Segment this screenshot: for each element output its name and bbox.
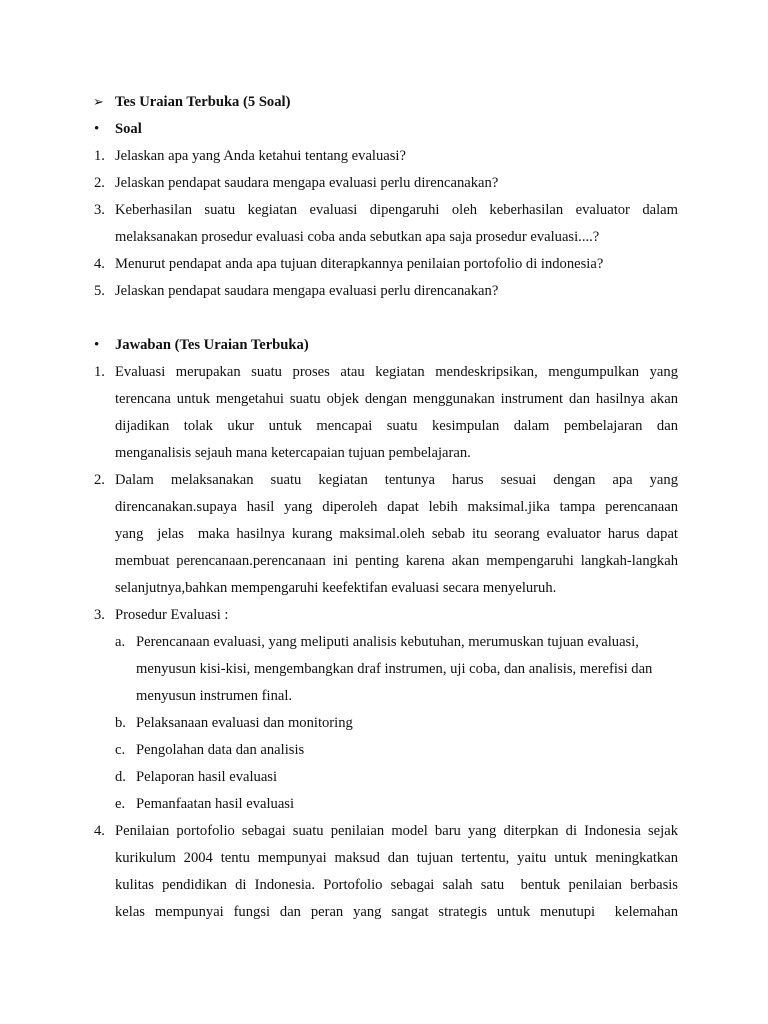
jawaban-item-text: menganalisis sejauh mana ketercapaian tujuan pembelajaran. — [115, 445, 471, 461]
sub-item-letter: e. — [115, 796, 126, 812]
soal-number: 3. — [94, 202, 105, 218]
jawaban-item-text: terencana untuk mengetahui suatu objek dengan menggunakan instrument dan hasilnya akan — [115, 391, 678, 407]
jawaban-number: 4. — [94, 823, 105, 839]
jawaban-item-text: yang jelas maka hasilnya kurang maksimal.oleh sebab itu seorang evaluator harus dapat — [115, 526, 678, 542]
jawaban-item-text: Dalam melaksanakan suatu kegiatan tentunya harus sesuai dengan apa yang — [115, 472, 678, 488]
bullet-icon: • — [94, 337, 100, 353]
jawaban-item-text: dijadikan tolak ukur untuk mencapai suatu kesimpulan dalam pembelajaran dan — [115, 418, 678, 434]
sub-item-letter: c. — [115, 742, 126, 758]
document-heading: Tes Uraian Terbuka (5 Soal) — [115, 94, 291, 110]
sub-item-text: Pelaksanaan evaluasi dan monitoring — [136, 715, 353, 731]
sub-item-letter: b. — [115, 715, 126, 731]
soal-number: 2. — [94, 175, 105, 191]
jawaban-number: 2. — [94, 472, 105, 488]
sub-item-text: Pemanfaatan hasil evaluasi — [136, 796, 295, 812]
jawaban-number: 1. — [94, 364, 105, 380]
jawaban-item-text: selanjutnya,bahkan mempengaruhi keefektifan evaluasi secara menyeluruh. — [115, 580, 557, 596]
soal-number: 1. — [94, 148, 105, 164]
sub-item-text: Pelaporan hasil evaluasi — [136, 769, 278, 785]
soal-item-text: Jelaskan pendapat saudara mengapa evaluasi perlu direncanakan? — [115, 175, 499, 191]
sub-item-letter: d. — [115, 769, 126, 785]
soal-item-text: Jelaskan apa yang Anda ketahui tentang evaluasi? — [115, 148, 406, 164]
jawaban-item-text: Prosedur Evaluasi : — [115, 607, 229, 623]
sub-item-text: menyusun instrumen final. — [136, 688, 293, 704]
sub-item-text: menyusun kisi-kisi, mengembangkan draf instrumen, uji coba, dan analisis, merefisi dan — [136, 661, 653, 677]
jawaban-item-text: membuat perencanaan.perencanaan ini penting karena akan mempengaruhi langkah-langkah — [115, 553, 678, 569]
soal-item-text: Jelaskan pendapat saudara mengapa evaluasi perlu direncanakan? — [115, 283, 499, 299]
sub-item-text: Perencanaan evaluasi, yang meliputi analisis kebutuhan, merumuskan tujuan evaluasi, — [136, 634, 639, 650]
soal-label: Soal — [115, 121, 142, 137]
soal-number: 4. — [94, 256, 105, 272]
jawaban-label: Jawaban (Tes Uraian Terbuka) — [115, 337, 309, 353]
bullet-icon: • — [94, 121, 100, 137]
soal-number: 5. — [94, 283, 105, 299]
jawaban-item-text: kulitas pendidikan di Indonesia. Portofolio sebagai salah satu bentuk penilaian berbasis — [115, 877, 678, 893]
jawaban-item-text: kurikulum 2004 tentu mempunyai maksud dan tujuan tertentu, yaitu untuk meningkatkan — [115, 850, 678, 866]
jawaban-item-text: kelas mempunyai fungsi dan peran yang sangat strategis untuk menutupi kelemahan — [115, 904, 678, 920]
sub-item-letter: a. — [115, 634, 126, 650]
jawaban-item-text: Penilaian portofolio sebagai suatu penilaian model baru yang diterpkan di Indonesia sejak — [115, 823, 678, 839]
arrow-bullet-icon: ➢ — [93, 94, 104, 109]
jawaban-item-text: direncanakan.supaya hasil yang diperoleh dapat lebih maksimal.jika tampa perencanaan — [115, 499, 678, 515]
soal-item-text: Menurut pendapat anda apa tujuan diterapkannya penilaian portofolio di indonesia? — [115, 256, 604, 272]
soal-item-text: melaksanakan prosedur evaluasi coba anda sebutkan apa saja prosedur evaluasi....? — [115, 229, 600, 245]
jawaban-number: 3. — [94, 607, 105, 623]
soal-item-text: Keberhasilan suatu kegiatan evaluasi dipengaruhi oleh keberhasilan evaluator dalam — [115, 202, 678, 218]
jawaban-item-text: Evaluasi merupakan suatu proses atau kegiatan mendeskripsikan, mengumpulkan yang — [115, 364, 678, 380]
sub-item-text: Pengolahan data dan analisis — [136, 742, 305, 758]
